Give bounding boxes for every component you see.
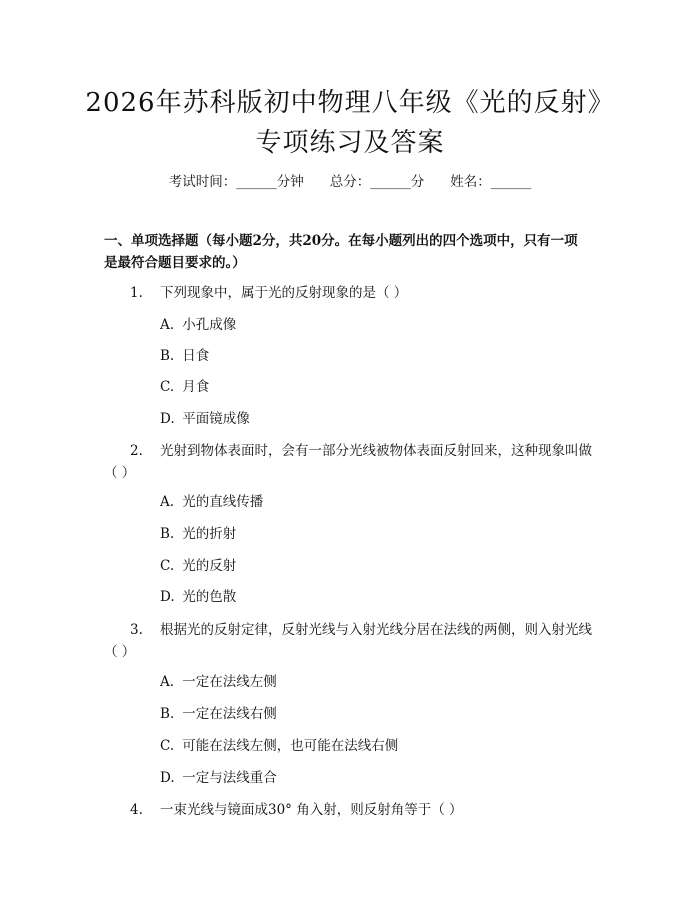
option-1c	[160, 376, 209, 398]
option-3a	[160, 671, 277, 693]
option-text: 一定在法线左侧	[182, 674, 277, 690]
student-name-field: 姓名：______	[450, 174, 532, 190]
question-text: 一束光线与镜面成30° 角入射，则反射角等于（ ）	[160, 802, 463, 818]
exam-time-field: 考试时间：______分钟	[168, 174, 304, 190]
option-letter: A.	[160, 317, 175, 333]
section-heading-line-1: 一、单项选择题（每小题2分，共20分。在每小题列出的四个选项中，只有一项	[104, 233, 578, 249]
option-2c	[160, 555, 236, 577]
total-score-field: 总分：______分	[329, 174, 425, 190]
question-3-continuation: （ ）	[104, 644, 136, 660]
option-letter: A.	[160, 494, 175, 510]
option-3d	[160, 767, 277, 789]
question-number: 1.	[130, 285, 143, 301]
option-text: 月食	[182, 379, 210, 395]
option-letter: D.	[160, 770, 175, 786]
question-2-continuation: （ ）	[104, 465, 136, 481]
option-letter: A.	[160, 674, 175, 690]
title-line-1: 2026年苏科版初中物理八年级《光的反射》	[85, 88, 615, 118]
question-text: 光射到物体表面时，会有一部分光线被物体表面反射回来，这种现象叫做	[160, 443, 592, 459]
question-text: 根据光的反射定律，反射光线与入射光线分居在法线的两侧，则入射光线	[160, 622, 592, 638]
option-2a	[160, 491, 263, 513]
option-letter: D.	[160, 589, 175, 605]
question-number: 2.	[130, 443, 143, 459]
option-text: 小孔成像	[182, 317, 237, 333]
option-letter: C.	[160, 558, 175, 574]
option-text: 光的色散	[182, 589, 237, 605]
option-text: 可能在法线左侧，也可能在法线右侧	[182, 738, 399, 754]
option-letter: B.	[160, 526, 175, 542]
option-letter: D.	[160, 411, 175, 427]
option-letter: B.	[160, 706, 175, 722]
section-heading-line-2: 是最符合题目要求的。）	[104, 255, 246, 271]
option-3c	[160, 735, 398, 757]
option-text: 一定在法线右侧	[182, 706, 277, 722]
question-number: 3.	[130, 622, 143, 638]
option-text: 一定与法线重合	[182, 770, 277, 786]
question-text: 下列现象中，属于光的反射现象的是（ ）	[160, 285, 408, 301]
option-text: 光的反射	[182, 558, 237, 574]
option-1d	[160, 408, 250, 430]
exam-info-row	[0, 170, 700, 190]
option-1a	[160, 314, 236, 336]
option-letter: C.	[160, 738, 175, 754]
option-text: 光的直线传播	[182, 494, 264, 510]
option-2d	[160, 586, 236, 608]
option-2b	[160, 523, 236, 545]
option-text: 光的折射	[182, 526, 237, 542]
option-letter: B.	[160, 348, 175, 364]
option-1b	[160, 345, 209, 367]
title-line-2: 专项练习及答案	[255, 128, 445, 158]
option-letter: C.	[160, 379, 175, 395]
option-3b	[160, 703, 277, 725]
option-text: 平面镜成像	[182, 411, 250, 427]
question-number: 4.	[130, 802, 143, 818]
option-text: 日食	[182, 348, 210, 364]
